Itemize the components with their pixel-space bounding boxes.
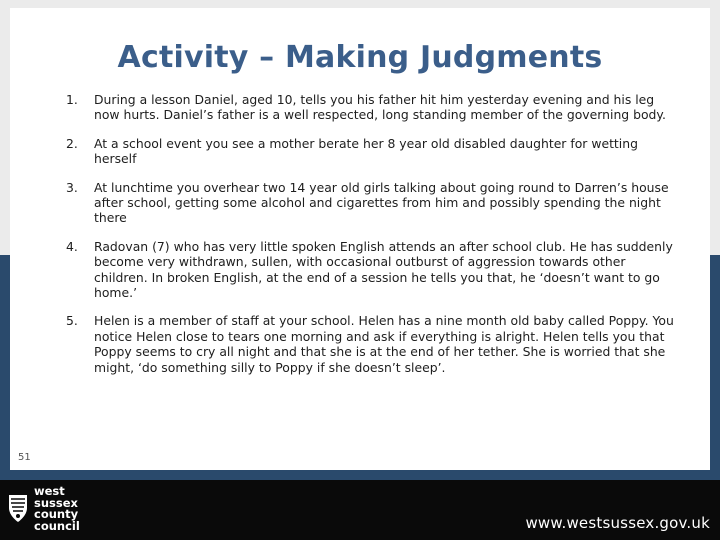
scenario-list — [66, 92, 676, 375]
list-item — [66, 136, 676, 167]
item-text: During a lesson Daniel, aged 10, tells you his father hit him yesterday evening and his leg now hurts. Daniel’s father is a well respected, long standing member of the governing body. — [94, 92, 666, 123]
item-text: At lunchtime you overhear two 14 year old girls talking about going round to Darren’s house after school, getting some alcohol and cigarettes from him and possibly spending the night there — [94, 179, 669, 226]
item-number: 4. — [66, 238, 78, 254]
logo-text — [34, 486, 80, 532]
list-item — [66, 313, 676, 375]
footer-bar — [0, 480, 720, 540]
list-item — [66, 92, 676, 123]
logo-line: west — [34, 484, 65, 498]
item-number: 2. — [66, 135, 78, 151]
logo-line: sussex — [34, 495, 78, 510]
logo-line: council — [34, 518, 80, 533]
list-item — [66, 180, 676, 226]
logo-line: county — [34, 507, 79, 521]
shield-icon — [8, 494, 28, 524]
item-text: Radovan (7) who has very little spoken English attends an after school club. He has suddenly become very withdrawn, sullen, with occasional outburst of aggression towards other children. In broken English, at the end of a session he tells you that, he ‘doesn’t want to go home.’ — [94, 238, 673, 301]
slide-number: 51 — [18, 452, 31, 463]
item-number: 3. — [66, 179, 78, 195]
item-text: At a school event you see a mother berate her 8 year old disabled daughter for wetting herself — [94, 135, 638, 167]
list-item — [66, 239, 676, 301]
slide-title: Activity – Making Judgments — [117, 40, 603, 75]
item-text: Helen is a member of staff at your school. Helen has a nine month old baby called Poppy. You notice Helen close to tears one morning and ask if everything is alright. Helen tells you that Poppy seems to cry all night and that she is at the end of her tether. She is worried that she might, ‘do something silly to Poppy if she doesn’t sleep’. — [94, 313, 674, 375]
item-number: 1. — [66, 92, 78, 107]
item-number: 5. — [66, 313, 78, 329]
council-logo — [8, 486, 108, 536]
website-url: www.westsussex.gov.uk — [525, 514, 710, 532]
